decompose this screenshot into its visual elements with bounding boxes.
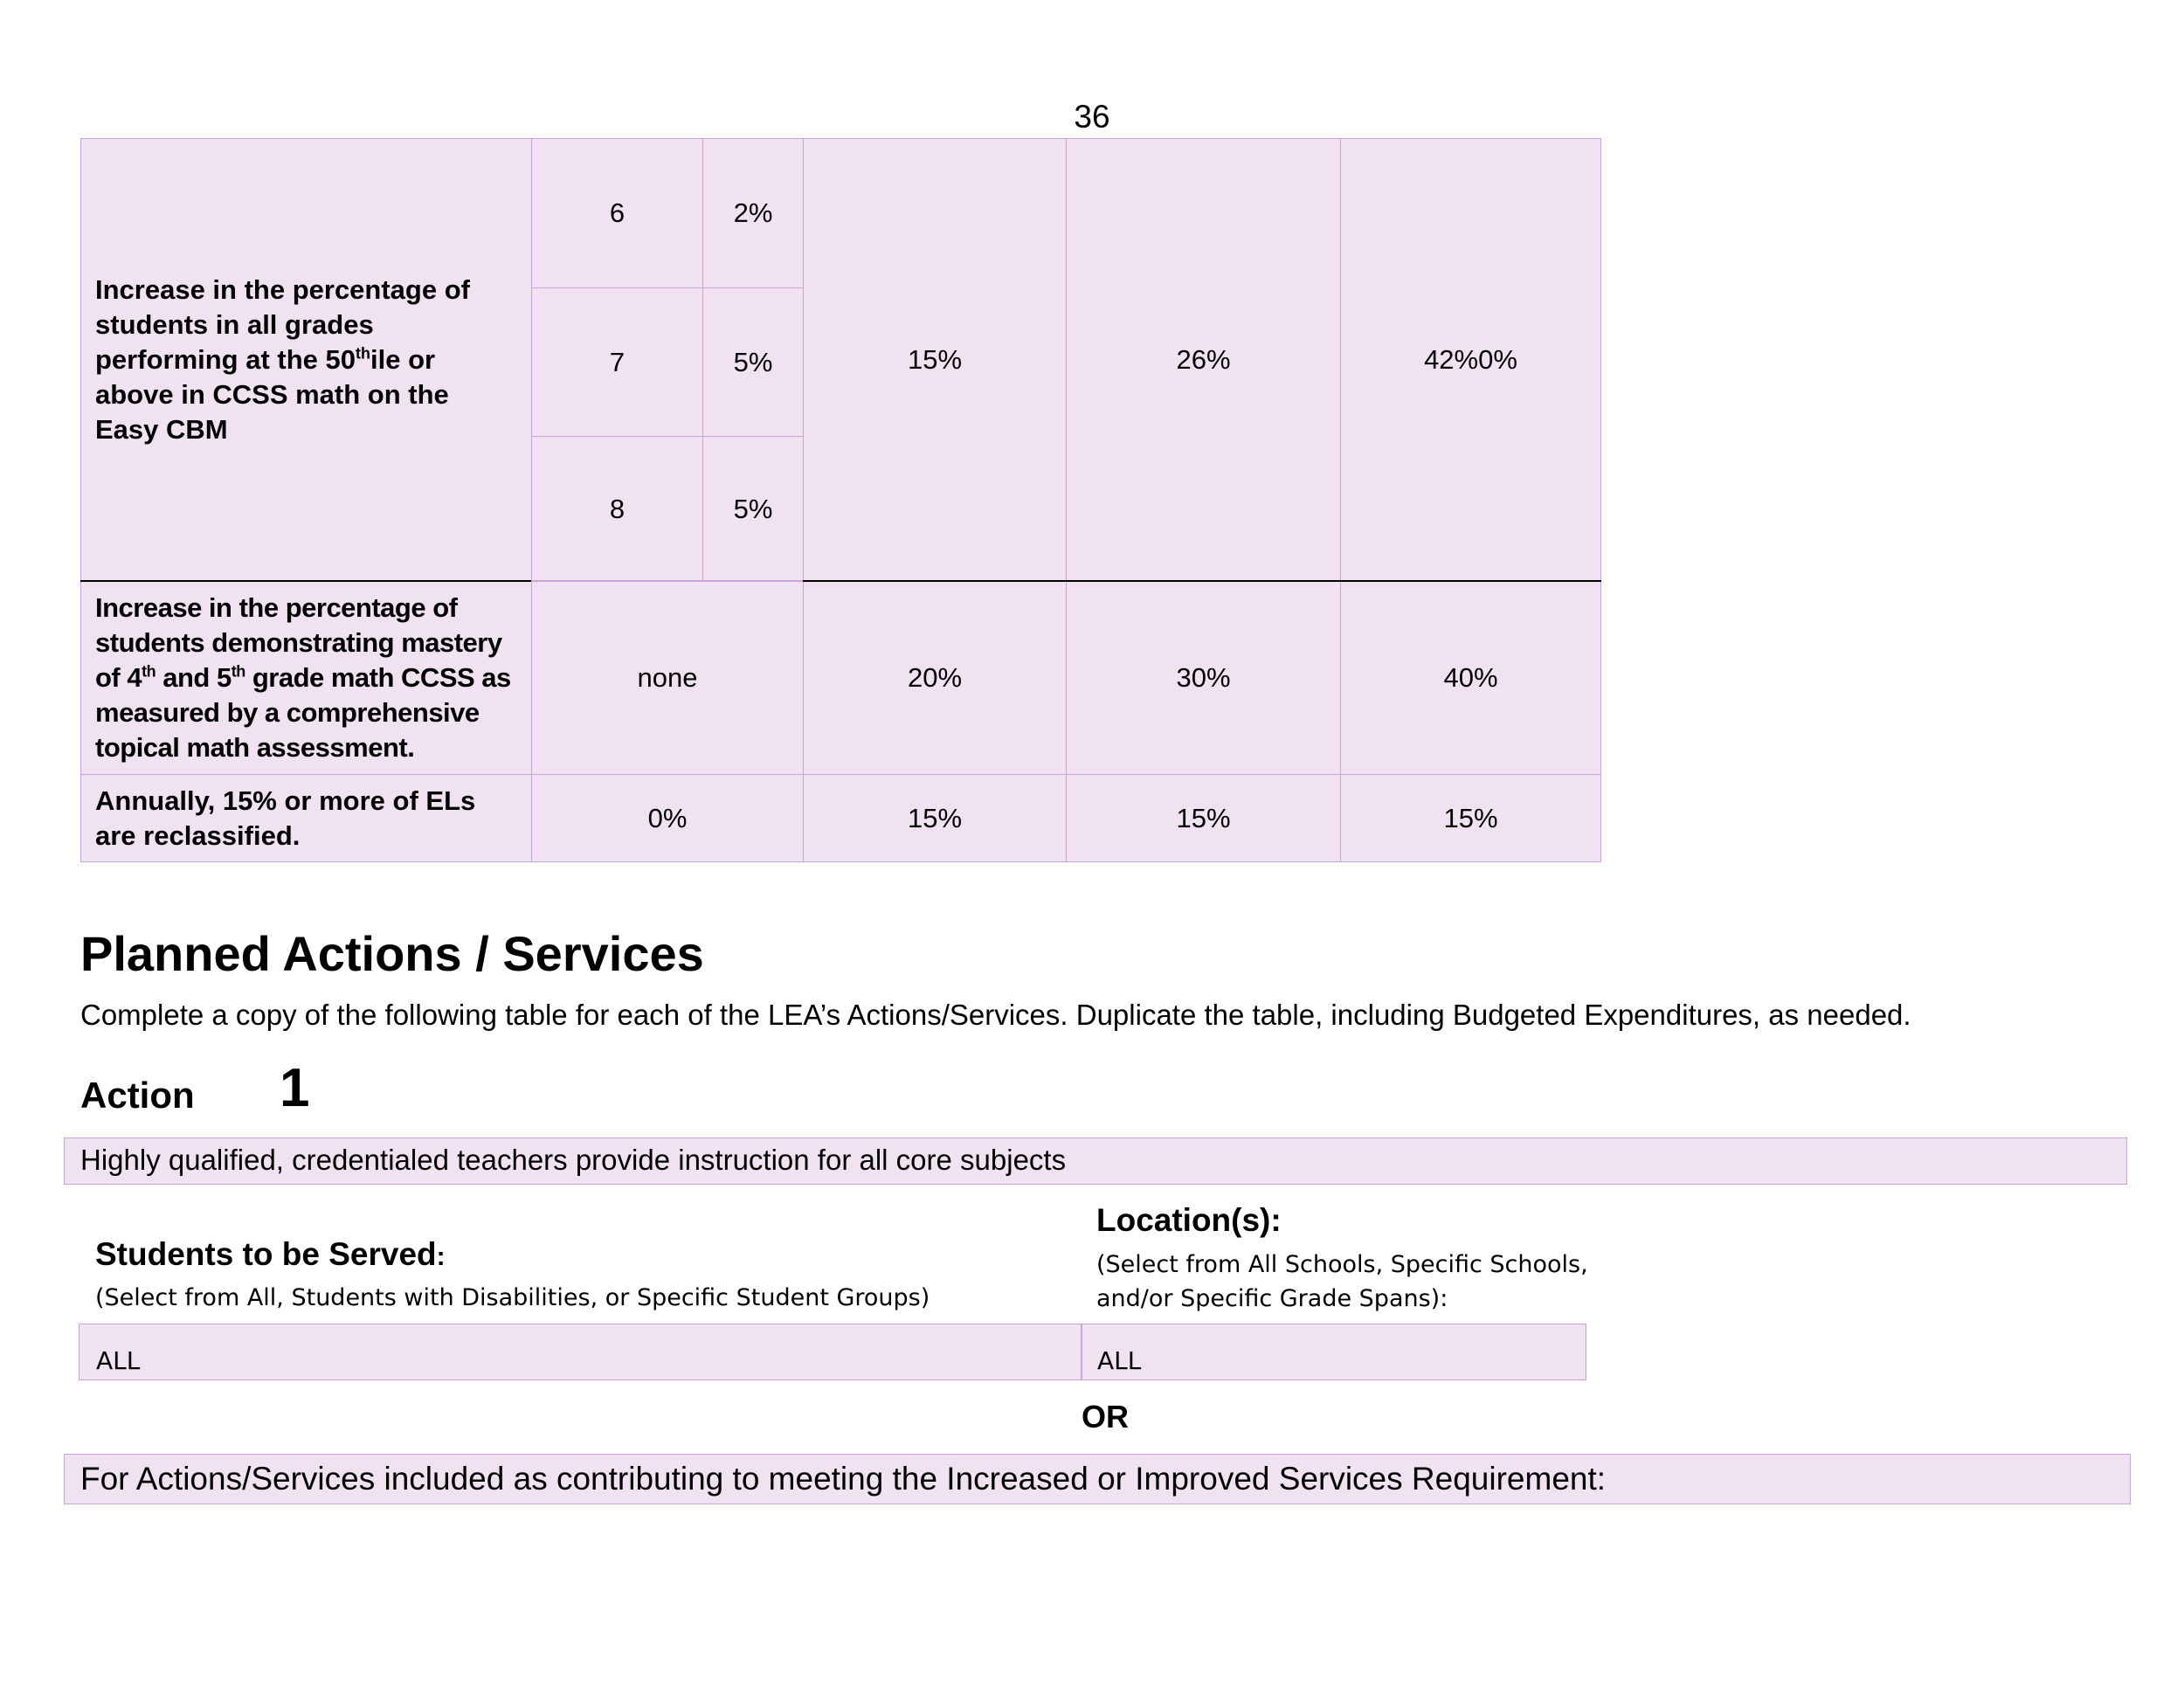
year3-cell: 15% xyxy=(1340,774,1601,862)
baseline-value-cell: 2% xyxy=(702,138,804,288)
year2-cell: 26% xyxy=(1066,138,1341,582)
action-label: Action xyxy=(80,1075,195,1116)
metric-label-math-mastery: Increase in the percentage of students demonstrating mastery of 4th and 5th grade math CCSS as measured by a comprehensive topical math assessment. xyxy=(80,581,532,775)
row-divider-baseline xyxy=(531,580,803,582)
year1-cell: 15% xyxy=(803,138,1067,582)
section-title: Planned Actions / Services xyxy=(80,926,704,981)
action-description-field[interactable]: Highly qualified, credentialed teachers provide instruction for all core subjects xyxy=(64,1137,2127,1185)
baseline-grade-cell: 8 xyxy=(531,436,703,582)
improved-services-field[interactable]: For Actions/Services included as contributing to meeting the Increased or Improved Services Requirement: xyxy=(64,1454,2131,1504)
or-separator: OR xyxy=(1082,1399,1129,1435)
locations-field[interactable]: ALL xyxy=(1082,1324,1586,1380)
students-hint: (Select from All, Students with Disabilities, or Specific Student Groups) xyxy=(95,1284,930,1311)
instructions-text: Complete a copy of the following table for each of the LEA’s Actions/Services. Duplicate the table, including Budgeted Expenditures, as needed. xyxy=(80,999,1911,1031)
baseline-grade-cell: 6 xyxy=(531,138,703,288)
students-to-be-served-label: Students to be Served: xyxy=(95,1236,446,1272)
students-served-field[interactable]: ALL xyxy=(79,1324,1082,1380)
metric-label-math-50th: Increase in the percentage of students in all grades performing at the 50thile or above in CCSS math on the Easy CBM xyxy=(80,138,532,582)
page-number: 36 xyxy=(1074,99,1110,135)
baseline-cell: 0% xyxy=(531,774,804,862)
baseline-value-cell: 5% xyxy=(702,287,804,437)
row-divider xyxy=(80,580,1601,582)
baseline-grade-cell: 7 xyxy=(531,287,703,437)
year2-cell: 15% xyxy=(1066,774,1341,862)
year1-cell: 20% xyxy=(803,581,1067,775)
locations-hint: (Select from All Schools, Specific Schools, and/or Specific Grade Spans): xyxy=(1096,1251,1588,1312)
metrics-table xyxy=(80,138,1601,862)
locations-label: Location(s): xyxy=(1096,1202,1282,1238)
year3-cell: 40% xyxy=(1340,581,1601,775)
year1-cell: 15% xyxy=(803,774,1067,862)
year3-cell: 42%0% xyxy=(1340,138,1601,582)
baseline-value-cell: 5% xyxy=(702,436,804,582)
metric-label-el-reclassified: Annually, 15% or more of ELs are reclassified. xyxy=(80,774,532,862)
baseline-cell: none xyxy=(531,581,804,775)
action-number: 1 xyxy=(280,1058,310,1118)
year2-cell: 30% xyxy=(1066,581,1341,775)
